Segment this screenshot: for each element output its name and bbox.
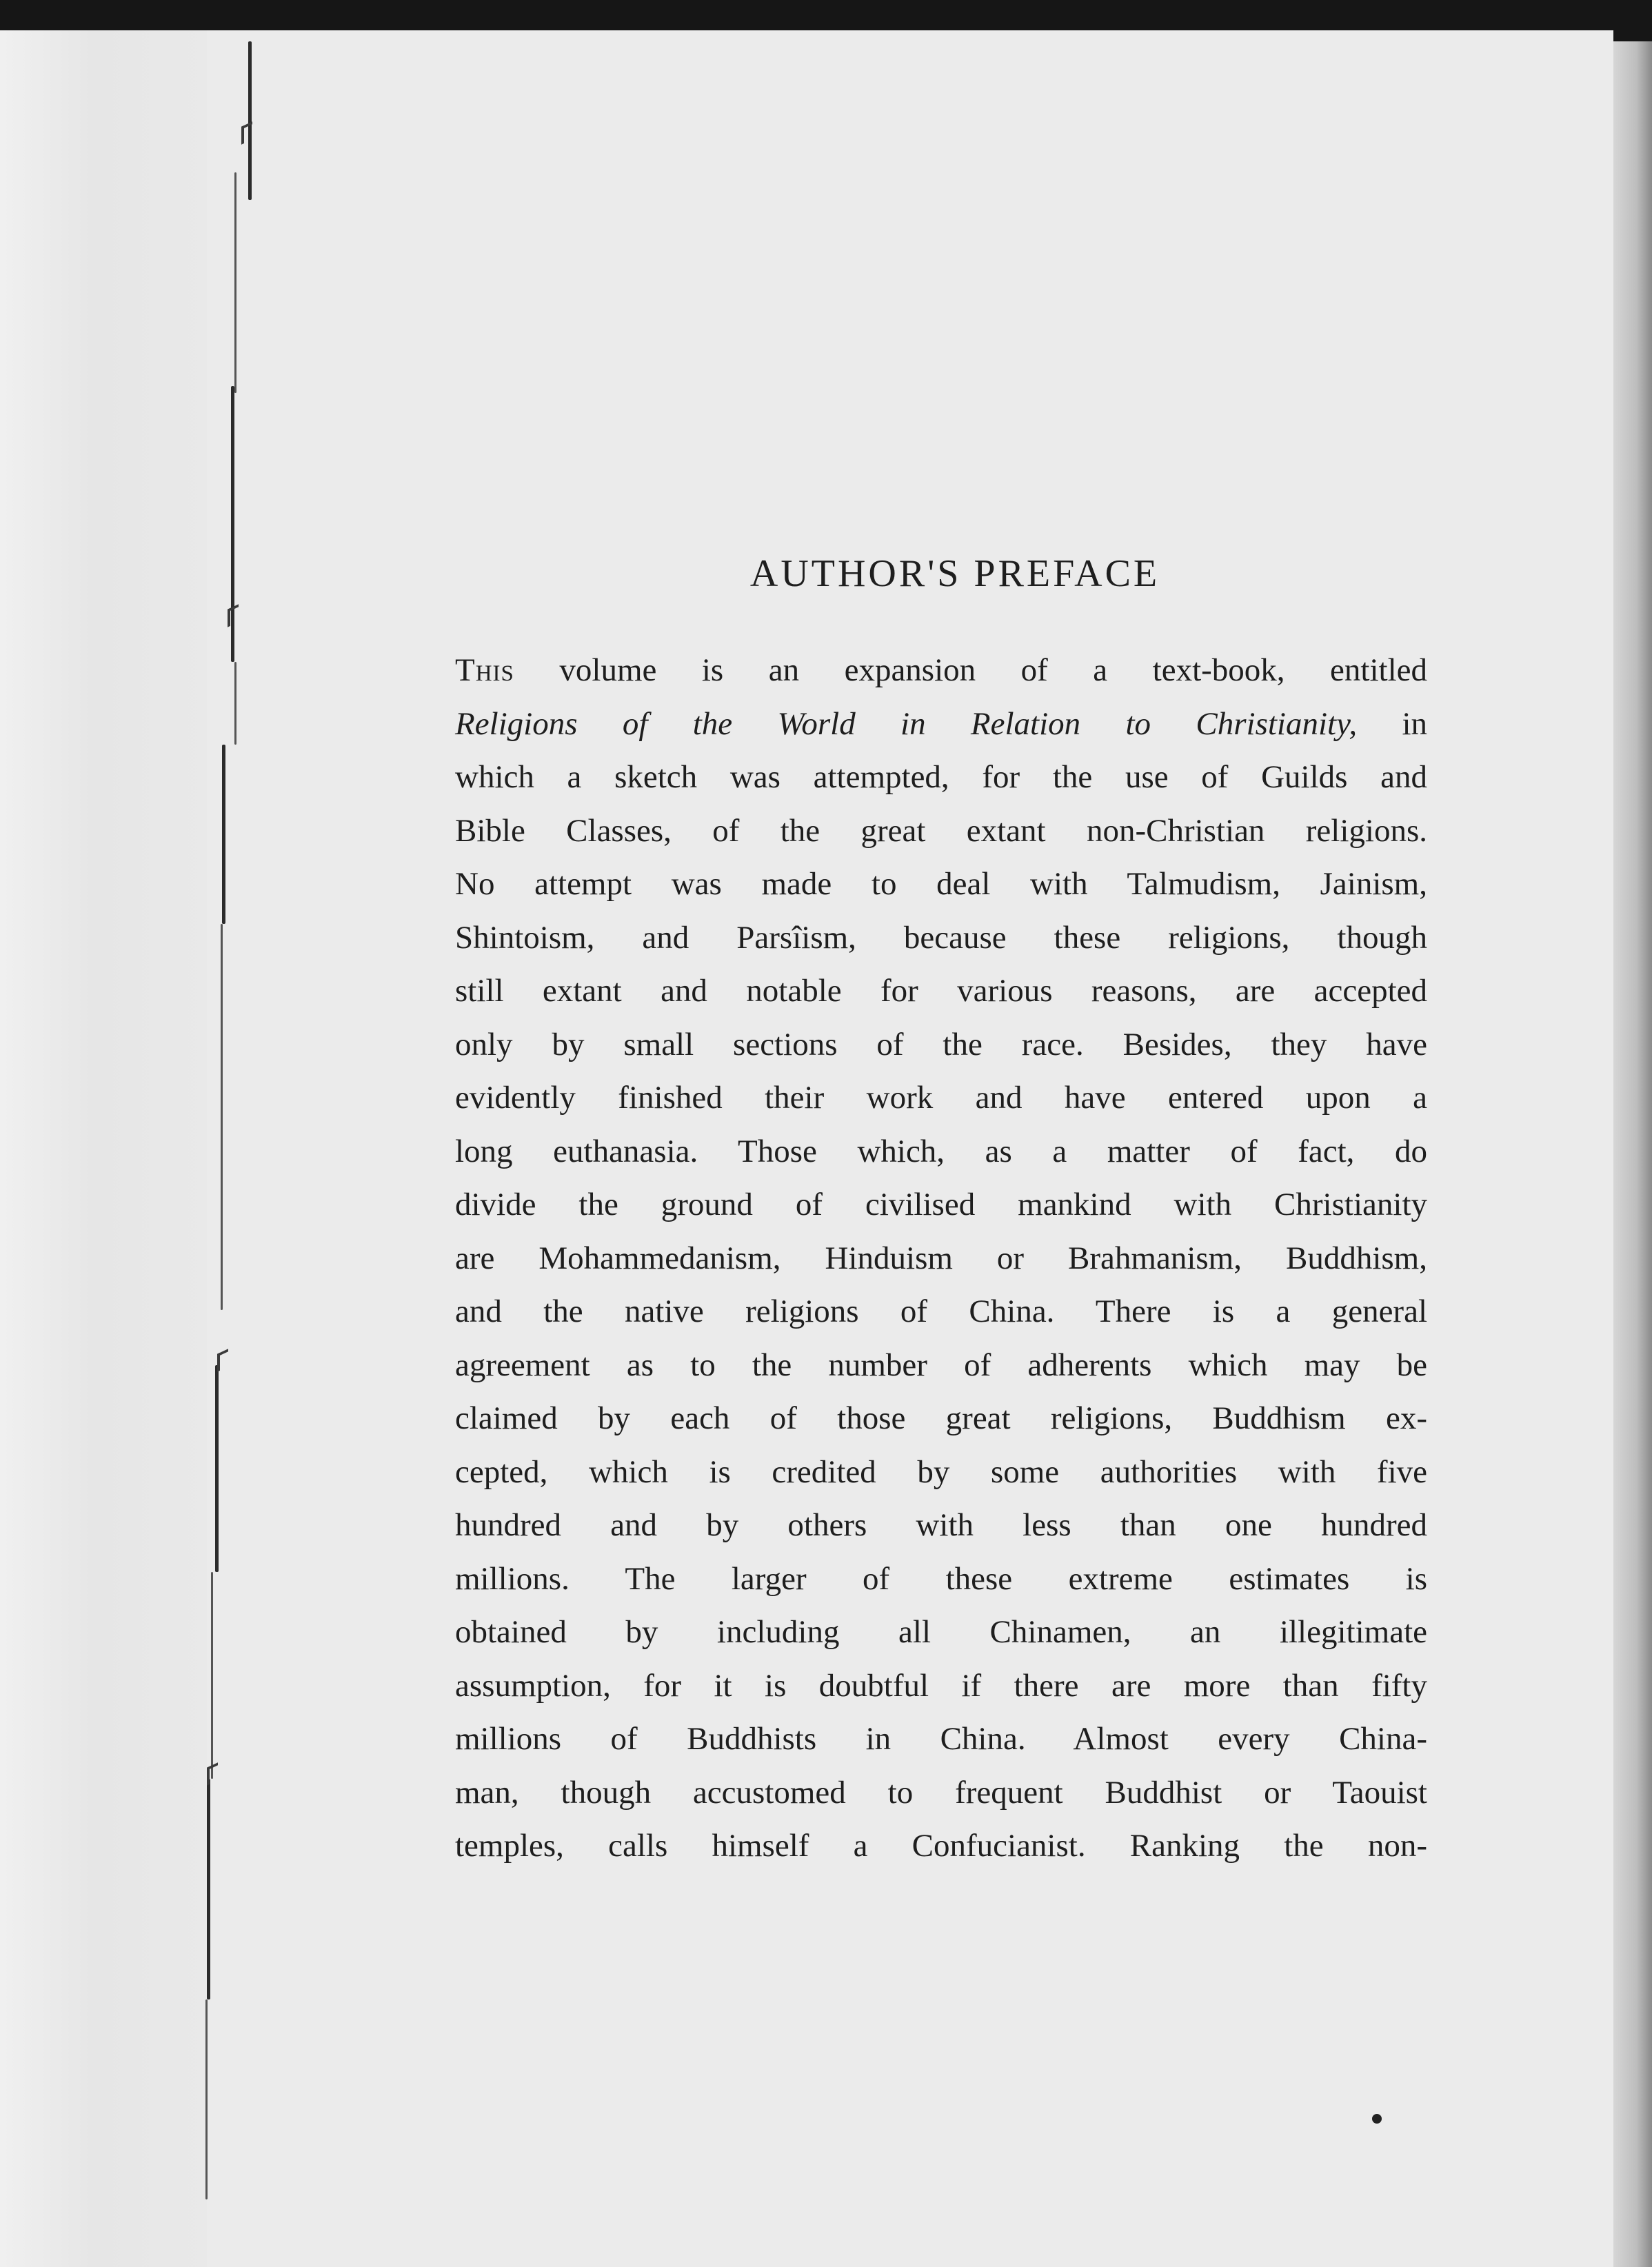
text-line: Bible Classes, of the great extant non-Christian religions.	[455, 812, 1427, 849]
text-line: divide the ground of civilised mankind with Christianity	[455, 1187, 1427, 1222]
spine-mark	[205, 1999, 208, 2199]
text-line: and the native religions of China. There is a general	[455, 1293, 1427, 1329]
text-line: only by small sections of the race. Besides, they have	[455, 1026, 1427, 1062]
drop-word: This	[455, 652, 514, 688]
text-line: Shintoism, and Parsîism, because these religions, though	[455, 919, 1427, 956]
text-line: man, though accustomed to frequent Buddhist or Taouist	[455, 1774, 1427, 1811]
text-line: claimed by each of those great religions, Buddhism ex-	[455, 1400, 1427, 1436]
text-line: millions of Buddhists in China. Almost every China-	[455, 1721, 1427, 1757]
text-run: in	[1357, 705, 1427, 742]
text-run: volume is an expansion of a text-book, entitled	[514, 652, 1427, 688]
book-title: Religions of the World in Relation to Christianity,	[455, 705, 1358, 742]
page-right-edge	[1613, 41, 1652, 2267]
preface-text-block	[455, 552, 1427, 1873]
spine-mark	[215, 1365, 219, 1572]
preface-paragraph	[455, 644, 1427, 1873]
text-line: obtained by including all Chinamen, an illegitimate	[455, 1614, 1427, 1650]
spine-mark	[221, 924, 223, 1310]
text-line	[455, 698, 1427, 752]
text-line: cepted, which is credited by some authorities with five	[455, 1453, 1427, 1490]
text-line: which a sketch was attempted, for the use of Guilds and	[455, 759, 1427, 795]
ink-speck	[1372, 2114, 1382, 2124]
spine-mark	[211, 1572, 213, 1779]
spine-mark	[234, 662, 236, 745]
text-line: assumption, for it is doubtful if there are more than fifty	[455, 1667, 1427, 1704]
binding-gutter	[0, 30, 207, 2267]
text-line: No attempt was made to deal with Talmudism, Jainism,	[455, 866, 1427, 902]
spine-mark	[234, 172, 236, 393]
text-line	[455, 644, 1427, 698]
text-line: long euthanasia. Those which, as a matter of fact, do	[455, 1133, 1427, 1169]
text-line: temples, calls himself a Confucianist. Ranking the non-	[455, 1828, 1427, 1864]
text-line: hundred and by others with less than one hundred	[455, 1507, 1427, 1543]
text-line: evidently finished their work and have entered upon a	[455, 1080, 1427, 1116]
page-title: AUTHOR'S PREFACE	[749, 552, 1160, 595]
spine-mark	[248, 41, 252, 200]
text-line: millions. The larger of these extreme estimates is	[455, 1560, 1427, 1597]
text-line: still extant and notable for various reasons, are accepted	[455, 973, 1427, 1009]
spine-mark	[207, 1779, 210, 1999]
spine-mark	[222, 745, 225, 924]
text-line: are Mohammedanism, Hinduism or Brahmanism, Buddhism,	[455, 1240, 1427, 1276]
text-line: agreement as to the number of adherents which may be	[455, 1347, 1427, 1383]
